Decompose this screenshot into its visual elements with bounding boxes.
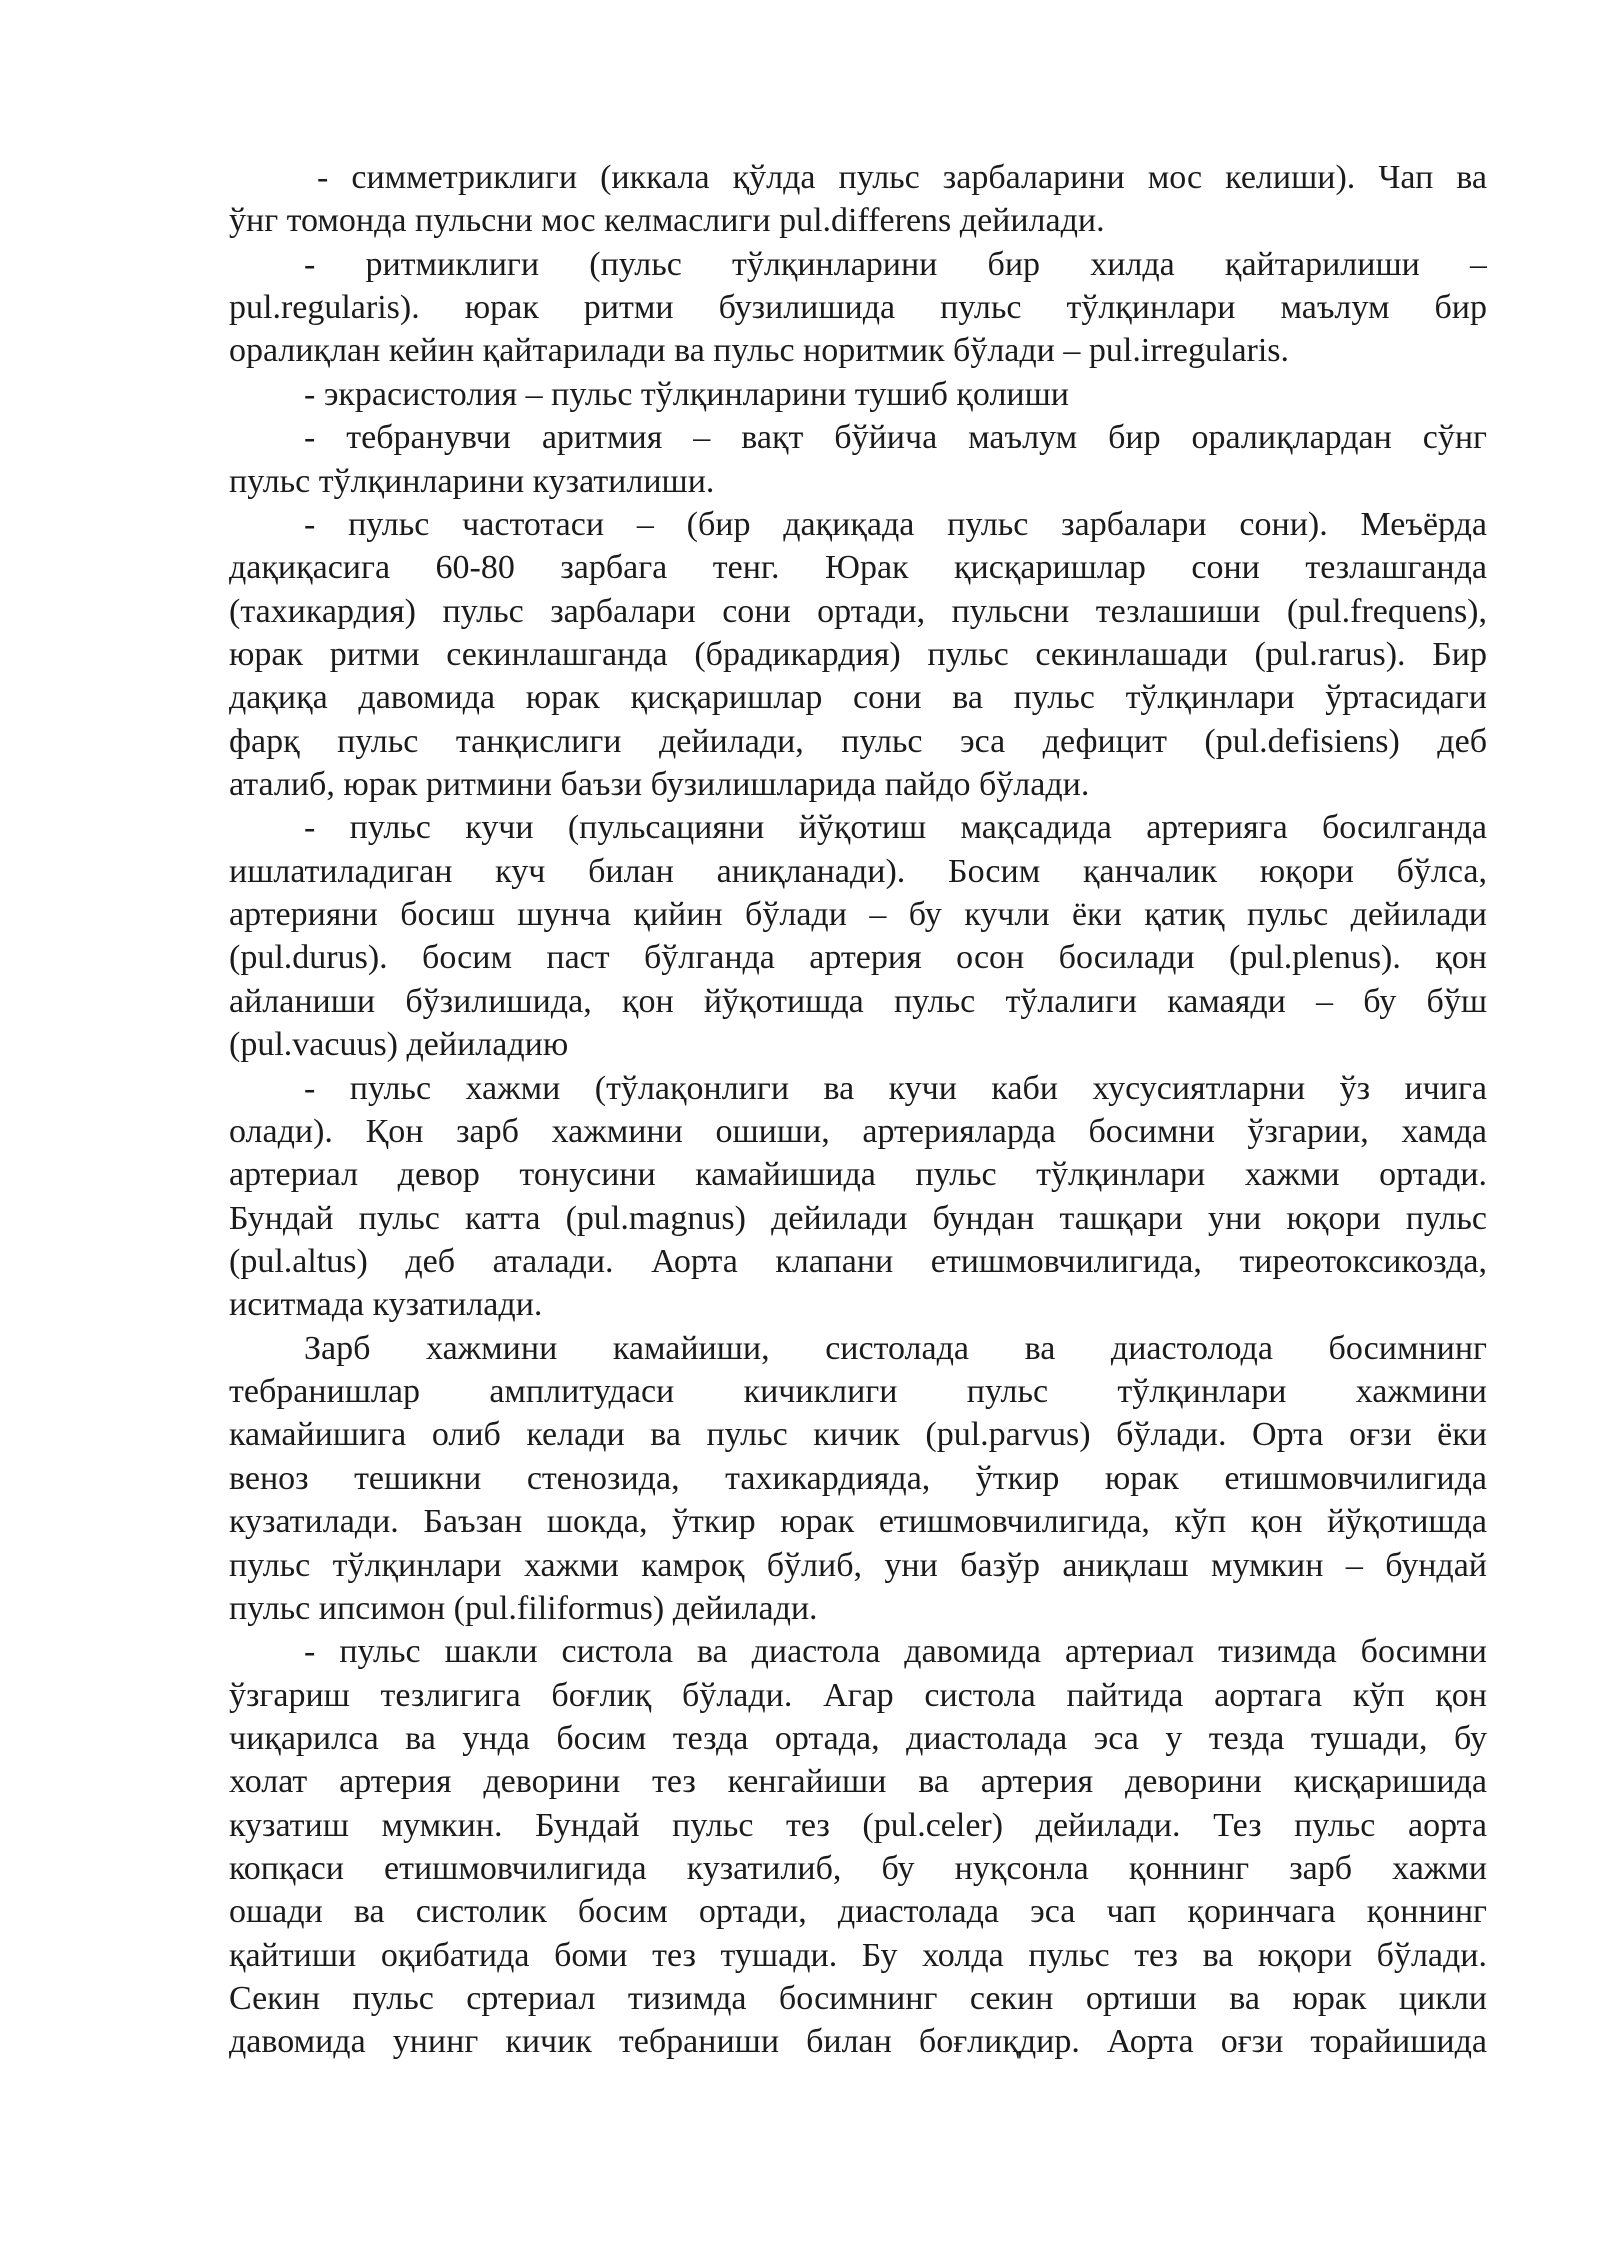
text-line: pul.regularis). юрак ритми бузилишида пульс тўлқинлари маълум бир xyxy=(229,289,1487,327)
text-line: қайтиши оқибатида боми тез тушади. Бу холда пульс тез ва юқори бўлади. xyxy=(229,1936,1487,1974)
text-line: (pul.altus) деб аталади. Аорта клапани етишмовчилигида, тиреотоксикозда, xyxy=(229,1242,1487,1280)
text-line: - ритмиклиги (пульс тўлқинларини бир хилда қайтарилиши – xyxy=(304,245,1487,283)
text-line: давомида унинг кичик тебраниши билан боғлиқдир. Аорта оғзи торайишида xyxy=(229,2023,1487,2061)
text-line: юрак ритми секинлашганда (брадикардия) пульс секинлашади (pul.rarus). Бир xyxy=(229,635,1487,673)
text-line: - пульс кучи (пульсацияни йўқотиш мақсадида артерияга босилганда xyxy=(304,809,1487,847)
text-line: (pul.vacuus) дейиладию xyxy=(229,1026,569,1064)
paragraph xyxy=(229,1630,1487,2064)
text-line: тебранишлар амплитудаси кичиклиги пульс тўлқинлари хажмини xyxy=(229,1373,1487,1411)
text-line: пульс тўлқинларини кузатилиши. xyxy=(229,462,715,500)
paragraph xyxy=(229,243,1487,373)
text-line: ўзгариш тезлигига боғлиқ бўлади. Агар систола пайтида аортага кўп қон xyxy=(229,1676,1487,1714)
text-line: (тахикардия) пульс зарбалари сони ортади, пульсни тезлашиши (pul.frequens), xyxy=(229,592,1487,630)
text-line: (pul.durus). босим паст бўлганда артерия осон босилади (pul.plenus). қон xyxy=(229,939,1487,977)
text-line: дақиқа давомида юрак қисқаришлар сони ва пульс тўлқинлари ўртасидаги xyxy=(229,679,1487,717)
paragraph xyxy=(229,503,1487,807)
text-line: Секин пульс сртериал тизимда босимнинг секин ортиши ва юрак цикли xyxy=(229,1980,1487,2018)
text-line: кузатилади. Баъзан шокда, ўткир юрак етишмовчилигида, кўп қон йўқотишда xyxy=(229,1503,1487,1541)
text-line: холат артерия деворини тез кенгайиши ва артерия деворини қисқаришида xyxy=(229,1763,1487,1801)
text-line: Зарб хажмини камайиши, систолада ва диастолода босимнинг xyxy=(304,1329,1487,1367)
text-line: иситмада кузатилади. xyxy=(229,1286,543,1324)
text-line: айланиши бўзилишида, қон йўқотишда пульс тўлалиги камаяди – бу бўш xyxy=(229,982,1487,1020)
text-line: - пульс шакли систола ва диастола давомида артериал тизимда босимни xyxy=(304,1633,1487,1671)
text-line: веноз тешикни стенозида, тахикардияда, ўткир юрак етишмовчилигида xyxy=(229,1459,1487,1497)
paragraph xyxy=(229,156,1487,243)
text-line: - пульс хажми (тўлақонлиги ва кучи каби хусусиятларни ўз ичига xyxy=(304,1069,1487,1107)
text-line: - тебранувчи аритмия – вақт бўйича маълум бир оралиқлардан сўнг xyxy=(304,419,1487,457)
text-line: - симметриклиги (иккала қўлда пульс зарбаларини мос келиши). Чап ва xyxy=(317,159,1487,196)
text-line: камайишига олиб келади ва пульс кичик (pul.parvus) бўлади. Орта оғзи ёки xyxy=(229,1416,1487,1454)
text-line: аталиб, юрак ритмини баъзи бузилишларида пайдо бўлади. xyxy=(229,766,1090,804)
text-line: фарқ пульс танқислиги дейилади, пульс эса дефицит (pul.defisiens) деб xyxy=(229,722,1487,760)
text-line: ошади ва систолик босим ортади, диастолада эса чап қоринчага қоннинг xyxy=(229,1893,1487,1931)
text-line: артериал девор тонусини камайишида пульс тўлқинлари хажми ортади. xyxy=(229,1156,1487,1194)
text-line: дақиқасига 60-80 зарбага тенг. Юрак қисқаришлар сони тезлашганда xyxy=(229,549,1487,587)
paragraph xyxy=(229,1067,1487,1327)
text-line: оралиқлан кейин қайтарилади ва пульс норитмик бўлади – pul.irregularis. xyxy=(229,332,1290,370)
paragraph xyxy=(229,806,1487,1066)
text-line: ўнг томонда пульсни мос келмаслиги pul.differens дейилади. xyxy=(229,202,1105,240)
document-body xyxy=(229,156,1487,2064)
text-line: пульс ипсимон (pul.filiformus) дейилади. xyxy=(229,1589,818,1627)
text-line: ишлатиладиган куч билан аниқланади). Босим қанчалик юқори бўлса, xyxy=(229,852,1487,890)
text-line: артерияни босиш шунча қийин бўлади – бу кучли ёки қатиқ пульс дейилади xyxy=(229,896,1487,934)
text-line: олади). Қон зарб хажмини ошиши, артерияларда босимни ўзгарии, хамда xyxy=(229,1112,1487,1150)
paragraph xyxy=(229,416,1487,503)
text-line: - экрасистолия – пульс тўлқинларини тушиб қолиши xyxy=(304,375,1069,413)
text-line: пульс тўлқинлари хажми камроқ бўлиб, уни базўр аниқлаш мумкин – бундай xyxy=(229,1546,1487,1584)
text-line: кузатиш мумкин. Бундай пульс тез (pul.celer) дейилади. Тез пульс аорта xyxy=(229,1806,1487,1844)
text-line: копқаси етишмовчилигида кузатилиб, бу нуқсонла қоннинг зарб хажми xyxy=(229,1850,1487,1888)
text-line: Бундай пульс катта (pul.magnus) дейилади бундан ташқари уни юқори пульс xyxy=(229,1199,1487,1237)
text-line: - пульс частотаси – (бир дақиқада пульс зарбалари сони). Меъёрда xyxy=(304,505,1487,543)
text-line: чиқарилса ва унда босим тезда ортада, диастолада эса у тезда тушади, бу xyxy=(229,1719,1487,1757)
paragraph xyxy=(229,1327,1487,1631)
paragraph xyxy=(229,373,1487,416)
